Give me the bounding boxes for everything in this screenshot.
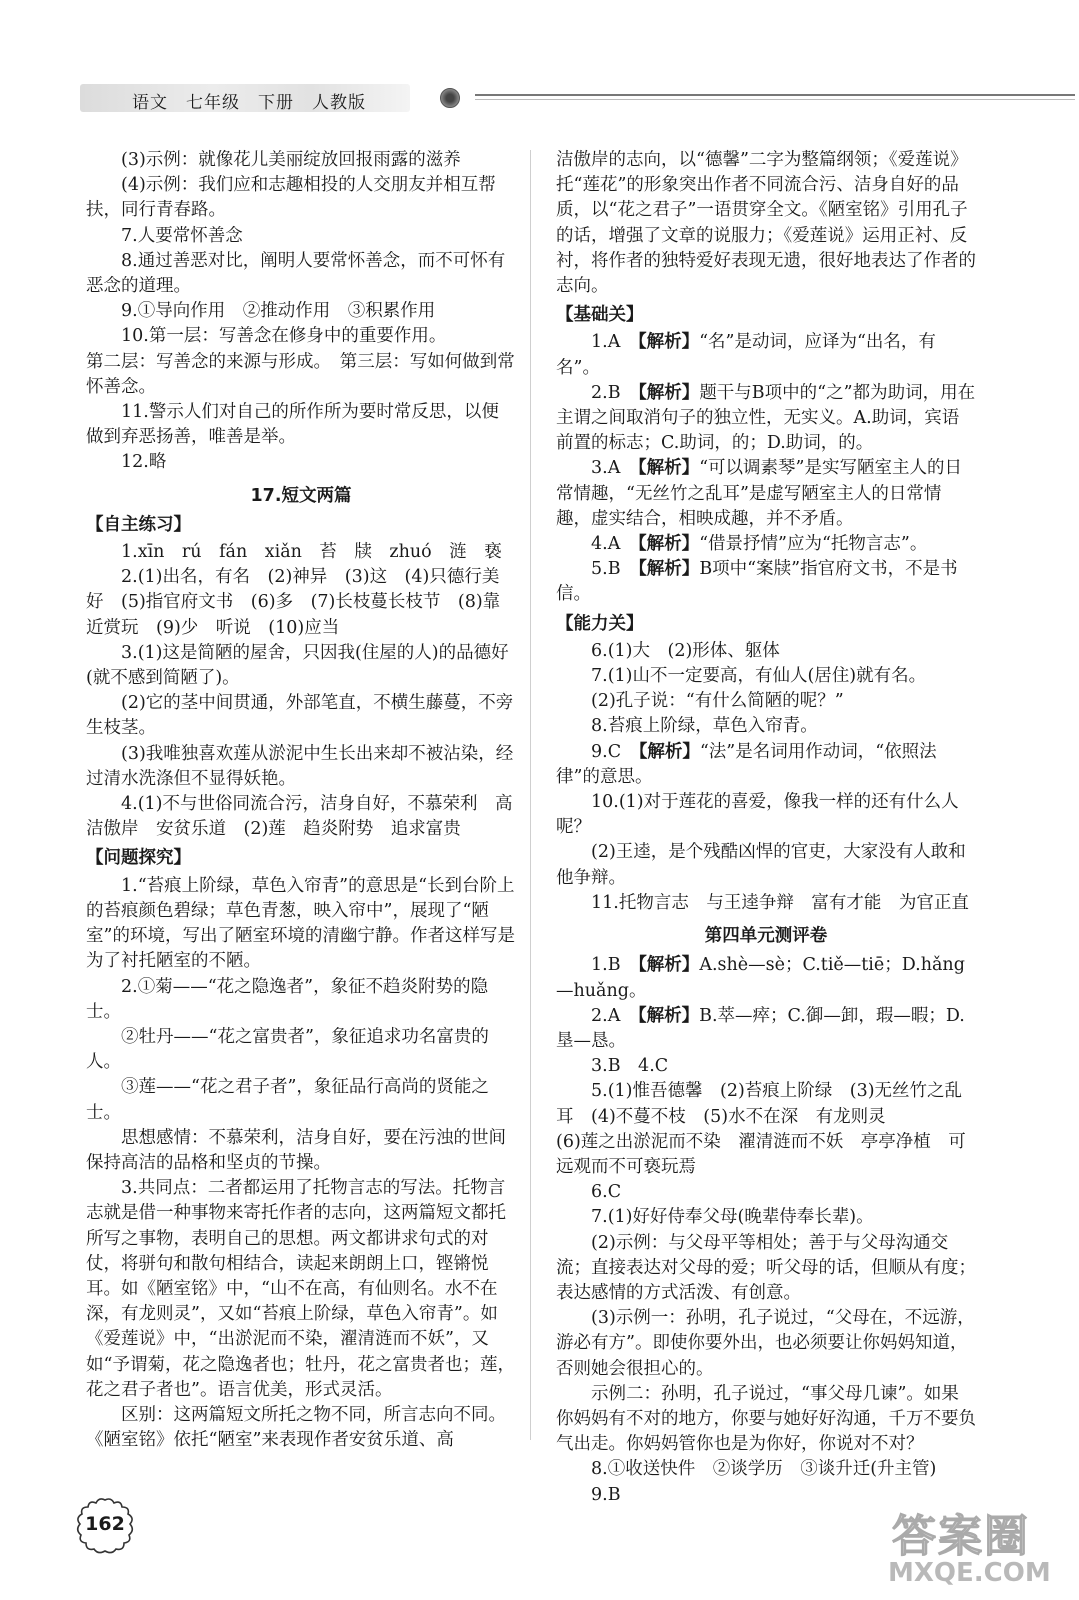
item-text: A.shè—sè；C.tiě—tiē；D.hǎng—huǎng。 <box>556 955 965 1001</box>
answer-line: (2)它的茎中间贯通，外部笔直，不横生藤蔓，不旁生枝茎。 <box>86 693 514 739</box>
answer-line: 区别：这两篇短文所托之物不同，所言志向不同。《陋室铭》依托“陋室”来表现作者安贫乐道、高 <box>86 1404 506 1451</box>
item-number: 4.A <box>591 534 621 555</box>
header-book-info <box>132 88 366 113</box>
answer-line: 3.共同点：二者都运用了托物言志的写法。托物言志就是借一种事物来寄托作者的志向，这两篇短文都托所写之事物，表明自己的思想。两文都讲求句式的对仗，将骈句和散句相结合，读起来朗朗上口，铿锵悦耳。如《陋室铭》中，“山不在高，有仙则名。水不在深，有龙则灵”，又如“苔痕上阶绿，草色入帘青”。如《爱莲说》中，“出淤泥而不染，濯清涟而不妖”，又如“予谓菊，花之隐逸者也；牡丹，花之富贵者也；莲，花之君子者也”。语言优美，形式灵活。 <box>86 1178 515 1400</box>
answer-line: 7.(1)山不一定要高，有仙人(居住)就有名。 <box>591 666 927 687</box>
answer-line <box>556 330 976 380</box>
answer-line: 2.(1)出名，有名 (2)神异 (3)这 (4)只德行美好 (5)指官府文书 (6)多 (7)长枝蔓长枝节 (8)靠近赏玩 (9)少 听说 (10)应当 <box>86 567 501 638</box>
answer-line: 9.B <box>591 1484 621 1505</box>
page-header <box>80 80 990 116</box>
analysis-tag: 【解析】 <box>637 458 700 479</box>
answer-line <box>556 532 976 557</box>
item-number: 2.B <box>591 382 621 403</box>
basic-header: 【基础关】 <box>556 305 644 326</box>
watermark-url: MXQE.COM <box>888 1558 1051 1588</box>
header-rule-thin <box>475 99 1075 100</box>
answer-line: (4)示例：我们应和志趣相投的人交朋友并相互帮扶，同行青春路。 <box>86 175 496 221</box>
answer-line: 5.(1)惟吾德馨 (2)苔痕上阶绿 (3)无丝竹之乱耳 (4)不蔓不枝 (5)水不在深 有龙则灵 <box>556 1081 963 1127</box>
answer-line: (2)王逵，是个残酷凶悍的官吏，大家没有人敢和他争辩。 <box>556 842 966 888</box>
answer-line <box>556 1004 976 1054</box>
answer-line: 8.通过善恶对比，阐明人要常怀善念，而不可怀有恶念的道理。 <box>86 250 506 297</box>
answer-line: 2.①菊——“花之隐逸者”，象征不趋炎附势的隐士。 <box>86 976 489 1022</box>
header-volume: 下册 <box>258 93 294 113</box>
practice-header: 【自主练习】 <box>86 514 191 535</box>
inquiry-header: 【问题探究】 <box>86 848 191 869</box>
watermark <box>880 1500 1070 1595</box>
answer-line: ③莲——“花之君子者”，象征品行高尚的贤能之士。 <box>86 1077 489 1123</box>
header-rule <box>475 94 1075 96</box>
header-edition: 人教版 <box>312 93 366 113</box>
column-divider <box>530 150 531 1440</box>
answer-line: 9.①导向作用 ②推动作用 ③积累作用 <box>121 301 436 322</box>
item-text: B.萃—瘁；C.御—卸，瑕—暇；D.垦—恳。 <box>556 1005 965 1051</box>
item-text: “借景抒情”应为“托物言志”。 <box>699 534 928 555</box>
answer-line: 7.(1)好好侍奉父母(晚辈侍奉长辈)。 <box>591 1207 874 1228</box>
page-number-badge <box>74 1497 136 1555</box>
header-ornament-icon <box>440 88 460 108</box>
answer-line: 8.苔痕上阶绿，草色入帘青。 <box>591 716 818 737</box>
answer-line: 10.(1)对于莲花的喜爱，像我一样的还有什么人呢？ <box>556 792 959 838</box>
answer-line: 10.第一层：写善念在修身中的重要作用。 <box>121 326 447 347</box>
item-number: 5.B <box>591 559 621 580</box>
answer-line: 7.人要常怀善念 <box>121 225 243 246</box>
answer-line: ②牡丹——“花之富贵者”，象征追求功名富贵的人。 <box>86 1026 489 1073</box>
left-column <box>86 148 516 1453</box>
analysis-tag: 【解析】 <box>637 332 700 353</box>
analysis-tag: 【解析】 <box>638 955 700 976</box>
watermark-logo: 答案圈 <box>892 1511 1030 1562</box>
answer-line: (2)孔子说：“有什么简陋的呢？” <box>591 691 844 712</box>
answer-line: 3.B 4.C <box>591 1056 669 1077</box>
answer-line: 1.“苔痕上阶绿，草色入帘青”的意思是“长到台阶上的苔痕颜色碧绿；草色青葱，映入帘中”，展现了“陋室”的环境，写出了陋室环境的清幽宁静。作者这样写是为了衬托陋室的不陋。 <box>86 875 515 972</box>
page-number: 162 <box>85 1513 125 1535</box>
answer-line: (6)莲之出淤泥而不染 濯清涟而不妖 亭亭净植 可远观而不可亵玩焉 <box>556 1131 966 1177</box>
item-text: B项中“案牍”指官府文书，不是书信。 <box>556 559 958 605</box>
answer-line: 第二层：写善念的来源与形成。 第三层：写如何做到常怀善念。 <box>86 351 515 397</box>
answer-line: 11.托物言志 与王逵争辩 富有才能 为官正直 <box>591 892 969 913</box>
answer-line: 示例二：孙明，孔子说过，“事父母几谏”。如果你妈妈有不对的地方，你要与她好好沟通，千万不要负气出走。你妈妈管你也是为你好，你说对不对？ <box>556 1383 976 1455</box>
item-number: 9.C <box>591 741 622 762</box>
analysis-tag: 【解析】 <box>638 741 700 762</box>
answer-line: 4.(1)不与世俗同流合污，洁身自好，不慕荣利 高洁傲岸 安贫乐道 (2)莲 趋炎附势 追求富贵 <box>86 794 513 840</box>
ability-header: 【能力关】 <box>556 613 644 634</box>
answer-line <box>556 953 976 1003</box>
answer-line: 6.C <box>591 1182 622 1203</box>
item-text: 题干与B项中的“之”都为助词，用在主谓之间取消句子的独立性，无实义。A.助词，宾语前置的标志；C.助词，的；D.助词，的。 <box>556 382 976 454</box>
answer-line: (3)示例：就像花儿美丽绽放回报雨露的滋养 <box>121 150 461 170</box>
item-text: “可以调素琴”是实写陋室主人的日常情趣，“无丝竹之乱耳”是虚写陋室主人的日常情趣，虚实结合，相映成趣，并不矛盾。 <box>556 458 962 529</box>
analysis-tag: 【解析】 <box>638 382 700 403</box>
item-number: 2.A <box>591 1005 621 1026</box>
header-subject: 语文 <box>132 93 168 113</box>
analysis-tag: 【解析】 <box>638 559 700 580</box>
answer-line: 思想感情：不慕荣利，洁身自好，要在污浊的世间保持高洁的品格和坚贞的节操。 <box>86 1127 506 1173</box>
item-number: 3.A <box>591 458 621 479</box>
answer-line <box>556 557 976 607</box>
answer-line: (3)示例一：孙明，孔子说过，“父母在，不远游，游必有方”。即使你要外出，也必须要让你妈妈知道，否则她会很担心的。 <box>556 1308 975 1379</box>
answer-line <box>556 740 976 790</box>
answer-line: (2)示例：与父母平等相处；善于与父母沟通交流；直接表达对父母的爱；听父母的话，但顺从有度；表达感情的方式活泼、有创意。 <box>556 1232 976 1303</box>
item-text: “法”是名词用作动词，“依照法律”的意思。 <box>556 741 937 787</box>
answer-line: 6.(1)大 (2)形体、躯体 <box>591 640 780 661</box>
answer-line: (3)我唯独喜欢莲从淤泥中生长出来却不被沾染，经过清水洗涤但不显得妖艳。 <box>86 743 514 789</box>
item-number: 1.B <box>591 955 621 976</box>
answer-line: 11.警示人们对自己的所作所为要时常反思，以便做到弃恶扬善，唯善是举。 <box>86 402 499 448</box>
answer-line: 洁傲岸的志向，以“德馨”二字为整篇纲领；《爱莲说》托“莲花”的形象突出作者不同流合污、洁身自好的品质，以“花之君子”一语贯穿全文。《陋室铭》引用孔子的话，增强了文章的说服力；《爱莲说》运用正衬、反衬，将作者的独特爱好表现无遗，很好地表达了作者的志向。 <box>556 150 976 297</box>
section-title: 17.短文两篇 <box>250 485 352 506</box>
analysis-tag: 【解析】 <box>637 1005 700 1026</box>
item-number: 1.A <box>591 332 621 353</box>
answer-line: 12.略 <box>121 452 167 473</box>
unit-title: 第四单元测评卷 <box>704 926 828 947</box>
analysis-tag: 【解析】 <box>637 534 700 555</box>
answer-line: 8.①收送快件 ②谈学历 ③谈升迁(升主管) <box>591 1459 937 1480</box>
answer-line: 3.(1)这是简陋的屋舍，只因我(住屋的人)的品德好(就不感到简陋了)。 <box>86 642 509 689</box>
answer-line <box>556 381 976 457</box>
item-text: “名”是动词，应译为“出名，有名”。 <box>556 332 936 378</box>
header-grade: 七年级 <box>186 93 240 113</box>
right-column <box>556 148 976 1508</box>
answer-line: 1.xīn rú fán xiǎn 苔 牍 zhuó 涟 亵 <box>121 542 502 563</box>
answer-line <box>556 456 976 532</box>
